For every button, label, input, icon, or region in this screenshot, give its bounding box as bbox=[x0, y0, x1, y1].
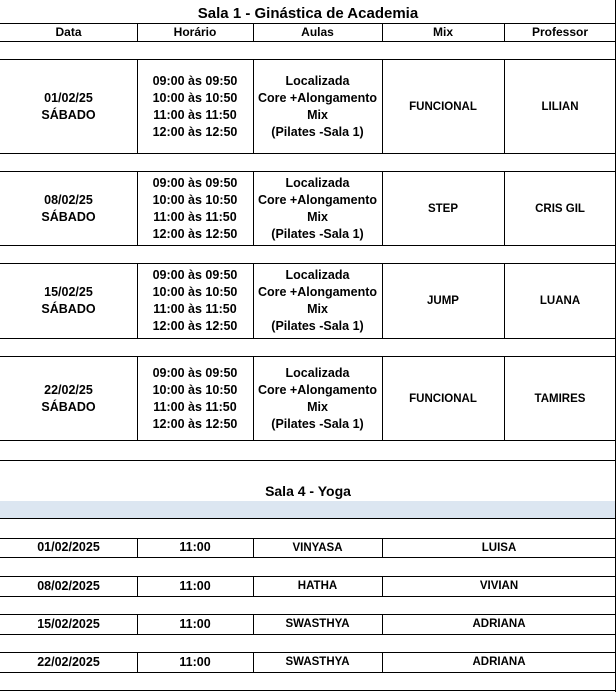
yoga-row-date: 22/02/2025 bbox=[37, 654, 100, 669]
grid-line bbox=[0, 634, 616, 635]
sala1-row-mix: STEP bbox=[427, 202, 459, 215]
grid-line bbox=[504, 23, 505, 41]
grid-line bbox=[382, 23, 383, 41]
sala1-row-times: 09:00 às 09:50 10:00 às 10:50 11:00 às 11:50 12:00 às 12:50 bbox=[152, 268, 238, 333]
grid-line bbox=[0, 557, 616, 558]
sala1-row-mix: FUNCIONAL bbox=[409, 392, 477, 405]
yoga-row-teacher: ADRIANA bbox=[472, 656, 526, 668]
grid-line bbox=[0, 338, 616, 339]
yoga-row-date: 01/02/2025 bbox=[37, 540, 100, 554]
grid-line bbox=[0, 518, 616, 519]
sala1-row-classes: Localizada Core +Alongamento Mix (Pilates -Sala 1) bbox=[257, 268, 378, 333]
sala1-title: Sala 1 - Ginástica de Academia bbox=[197, 4, 419, 22]
grid-line bbox=[0, 23, 616, 24]
grid-line bbox=[0, 460, 616, 461]
yoga-row-teacher: LUISA bbox=[481, 541, 517, 554]
sala1-row-date: 22/02/25 SÁBADO bbox=[41, 382, 96, 414]
yoga-row-teacher: VIVIAN bbox=[479, 580, 519, 592]
header-horario: Horário bbox=[173, 25, 217, 39]
yoga-row-time: 11:00 bbox=[179, 578, 211, 593]
yoga-row-style: HATHA bbox=[297, 580, 338, 592]
sala1-row-professor: CRIS GIL bbox=[535, 202, 585, 215]
sala1-row-date: 01/02/25 SÁBADO bbox=[41, 90, 96, 122]
yoga-row-time: 11:00 bbox=[179, 540, 211, 554]
header-data: Data bbox=[55, 25, 82, 39]
sala1-row-times: 09:00 às 09:50 10:00 às 10:50 11:00 às 11:50 12:00 às 12:50 bbox=[152, 73, 238, 139]
header-mix: Mix bbox=[432, 25, 453, 39]
sala1-row-times: 09:00 às 09:50 10:00 às 10:50 11:00 às 11:50 12:00 às 12:50 bbox=[152, 365, 238, 431]
sala4-header-band bbox=[0, 501, 615, 518]
sala1-row-professor: TAMIRES bbox=[534, 392, 586, 405]
yoga-row-time: 11:00 bbox=[179, 654, 211, 669]
grid-line bbox=[0, 245, 616, 246]
sala1-row-classes: Localizada Core +Alongamento Mix (Pilates -Sala 1) bbox=[257, 175, 378, 241]
grid-line bbox=[0, 596, 616, 597]
sala1-row-times: 09:00 às 09:50 10:00 às 10:50 11:00 às 11:50 12:00 às 12:50 bbox=[152, 175, 238, 241]
sala4-title: Sala 4 - Yoga bbox=[265, 483, 351, 499]
sala1-row-professor: LUANA bbox=[539, 295, 581, 307]
yoga-row-teacher: ADRIANA bbox=[472, 618, 526, 630]
grid-line bbox=[253, 23, 254, 41]
yoga-row-date: 08/02/2025 bbox=[37, 578, 100, 593]
grid-line bbox=[0, 41, 616, 42]
grid-line bbox=[0, 690, 616, 691]
sala1-row-classes: Localizada Core +Alongamento Mix (Pilates -Sala 1) bbox=[257, 73, 378, 139]
header-aulas: Aulas bbox=[301, 25, 334, 39]
grid-line bbox=[0, 440, 616, 441]
sala1-row-professor: LILIAN bbox=[541, 100, 579, 113]
sala1-row-date: 15/02/25 SÁBADO bbox=[41, 285, 96, 316]
yoga-row-style: SWASTHYA bbox=[285, 618, 350, 630]
grid-line bbox=[0, 153, 616, 154]
sala1-row-mix: FUNCIONAL bbox=[409, 100, 477, 113]
sala1-row-classes: Localizada Core +Alongamento Mix (Pilates -Sala 1) bbox=[257, 365, 378, 431]
yoga-row-time: 11:00 bbox=[179, 616, 211, 631]
header-professor: Professor bbox=[531, 25, 589, 39]
yoga-row-style: VINYASA bbox=[292, 541, 343, 554]
yoga-row-date: 15/02/2025 bbox=[37, 616, 100, 631]
grid-line bbox=[0, 672, 616, 673]
sala1-row-date: 08/02/25 SÁBADO bbox=[41, 192, 96, 224]
grid-line bbox=[137, 23, 138, 41]
sala1-row-mix: JUMP bbox=[427, 295, 459, 307]
yoga-row-style: SWASTHYA bbox=[285, 656, 350, 668]
